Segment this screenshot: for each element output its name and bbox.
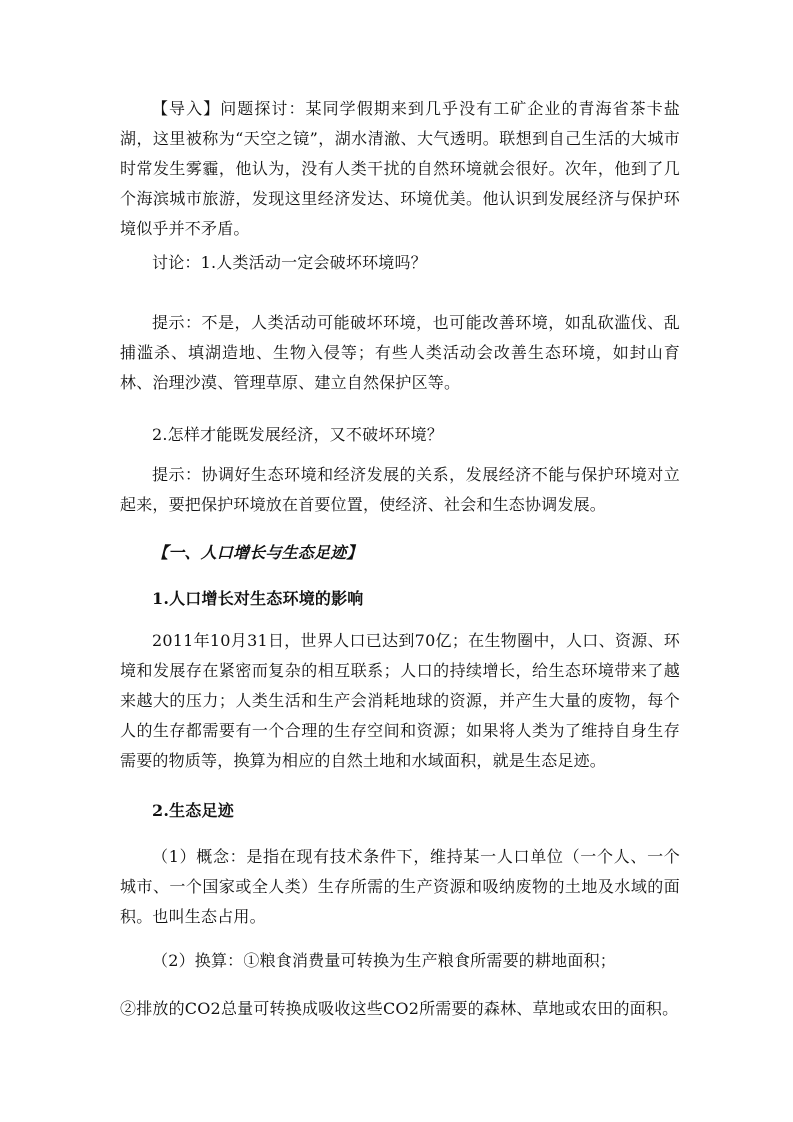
discussion-question-1: 讨论：1.人类活动一定会破坏环境吗？	[152, 253, 427, 272]
discussion-question-2: 2.怎样才能既发展经济，又不破坏环境？	[152, 425, 444, 444]
intro-paragraph	[120, 94, 680, 244]
population-paragraph: 2011年10月31日，世界人口已达到70亿；在生物圈中，人口、资源、环境和发展存在紧密而复杂的相互联系；人口的持续增长，给生态环境带来了越来越大的压力；人类生活和生产会消耗地球的资源，并产生大量的废物，每个人的生存都需要有一个合理的生存空间和资源；如果将人类为了维持自身生存需要的物质等，换算为相应的自然土地和水域面积，就是生态足迹。	[120, 631, 680, 770]
hint-paragraph-2: 提示：协调好生态环境和经济发展的关系，发展经济不能与保护环境对立起来，要把保护环境放在首要位置，使经济、社会和生态协调发展。	[120, 465, 680, 514]
hint-paragraph-1: 提示：不是，人类活动可能破坏环境，也可能改善环境，如乱砍滥伐、乱捕滥杀、填湖造地、生物入侵等；有些人类活动会改善生态环境，如封山育林、治理沙漠、管理草原、建立自然保护区等。	[120, 313, 680, 392]
heading-ecological-footprint: 2.生态足迹	[152, 801, 234, 820]
conversion-line-1: （2）换算：①粮食消费量可转换为生产粮食所需要的耕地面积；	[152, 951, 616, 970]
section-title: 【一、人口增长与生态足迹】	[152, 543, 363, 562]
conversion-line-2: ②排放的CO2总量可转换成吸收这些CO2所需要的森林、草地或农田的面积。	[120, 999, 679, 1018]
intro-text: 问题探讨：某同学假期来到几乎没有工矿企业的青海省茶卡盐湖，这里被称为“天空之镜”，湖水清澈、大气透明。联想到自己生活的大城市时常发生雾霾，他认为，没有人类干扰的自然环境就会很好。次年，他到了几个海滨城市旅游，发现这里经济发达、环境优美。他认识到发展经济与保护环境似乎并不矛盾。	[120, 99, 680, 238]
heading-population-impact: 1.人口增长对生态环境的影响	[152, 589, 364, 608]
intro-label: 【导入】	[152, 99, 221, 118]
concept-paragraph: （1）概念：是指在现有技术条件下，维持某一人口单位（一个人、一个城市、一个国家或全人类）生存所需的生产资源和吸纳废物的土地及水域的面积。也叫生态占用。	[120, 847, 680, 926]
